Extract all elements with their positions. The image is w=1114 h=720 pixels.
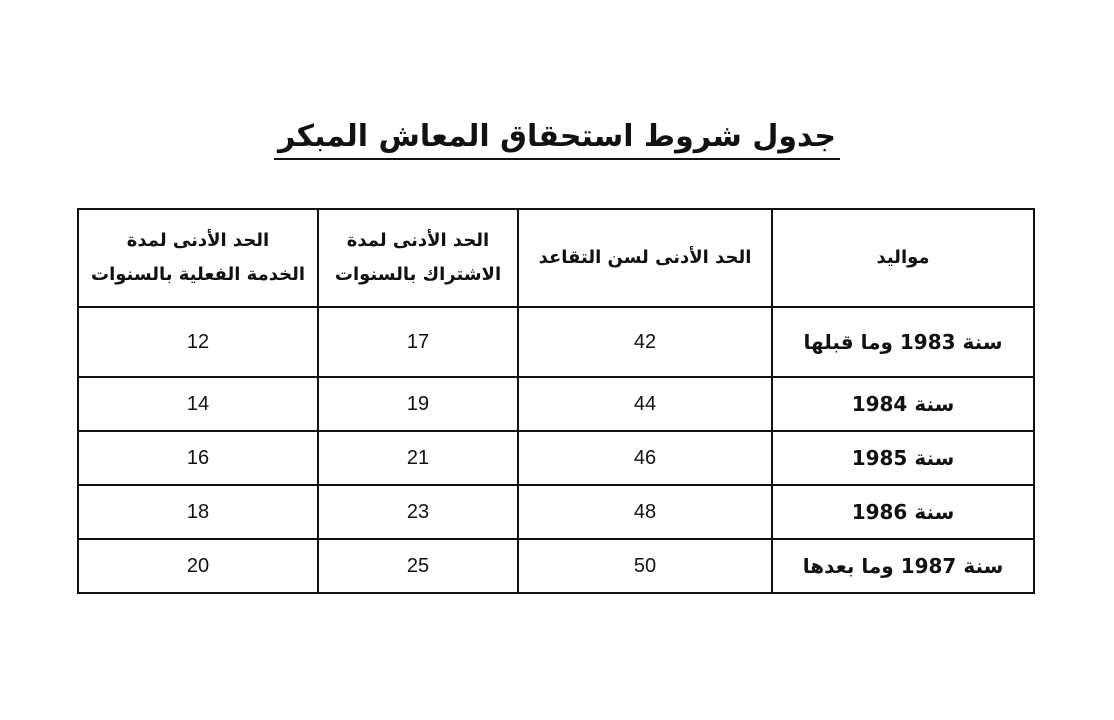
- min-contribution-cell: 21: [318, 431, 518, 485]
- table-row: [78, 307, 1034, 377]
- birth-cell: سنة 1984: [772, 377, 1034, 431]
- min-contribution-cell: 25: [318, 539, 518, 593]
- birth-cell: سنة 1983 وما قبلها: [772, 307, 1034, 377]
- min-age-cell: 44: [518, 377, 772, 431]
- min-age-cell: 50: [518, 539, 772, 593]
- page-title-wrapper: [0, 118, 1114, 160]
- min-age-cell: 48: [518, 485, 772, 539]
- table-row: [78, 377, 1034, 431]
- birth-cell: سنة 1987 وما بعدها: [772, 539, 1034, 593]
- table-row: [78, 485, 1034, 539]
- min-service-cell: 16: [78, 431, 318, 485]
- table-header-row: [78, 209, 1034, 307]
- birth-cell: سنة 1985: [772, 431, 1034, 485]
- min-contribution-cell: 23: [318, 485, 518, 539]
- header-min-service-line2: الخدمة الفعلية بالسنوات: [90, 264, 306, 285]
- birth-cell: سنة 1986: [772, 485, 1034, 539]
- table-row: [78, 431, 1034, 485]
- min-service-cell: 12: [78, 307, 318, 377]
- min-age-cell: 42: [518, 307, 772, 377]
- min-contribution-cell: 19: [318, 377, 518, 431]
- page-title: جدول شروط استحقاق المعاش المبكر: [274, 118, 840, 160]
- min-service-cell: 20: [78, 539, 318, 593]
- header-birth: مواليد: [772, 209, 1034, 307]
- early-pension-conditions-table: [77, 208, 1035, 594]
- min-contribution-cell: 17: [318, 307, 518, 377]
- header-min-contribution-line2: الاشتراك بالسنوات: [334, 264, 502, 285]
- header-min-contribution-line1: الحد الأدنى لمدة: [346, 230, 490, 251]
- header-min-service-line1: الحد الأدنى لمدة: [126, 230, 270, 251]
- header-min-service-years: [78, 209, 318, 307]
- min-age-cell: 46: [518, 431, 772, 485]
- header-min-retirement-age: الحد الأدنى لسن التقاعد: [518, 209, 772, 307]
- header-min-contribution-years: [318, 209, 518, 307]
- min-service-cell: 14: [78, 377, 318, 431]
- table-row: [78, 539, 1034, 593]
- min-service-cell: 18: [78, 485, 318, 539]
